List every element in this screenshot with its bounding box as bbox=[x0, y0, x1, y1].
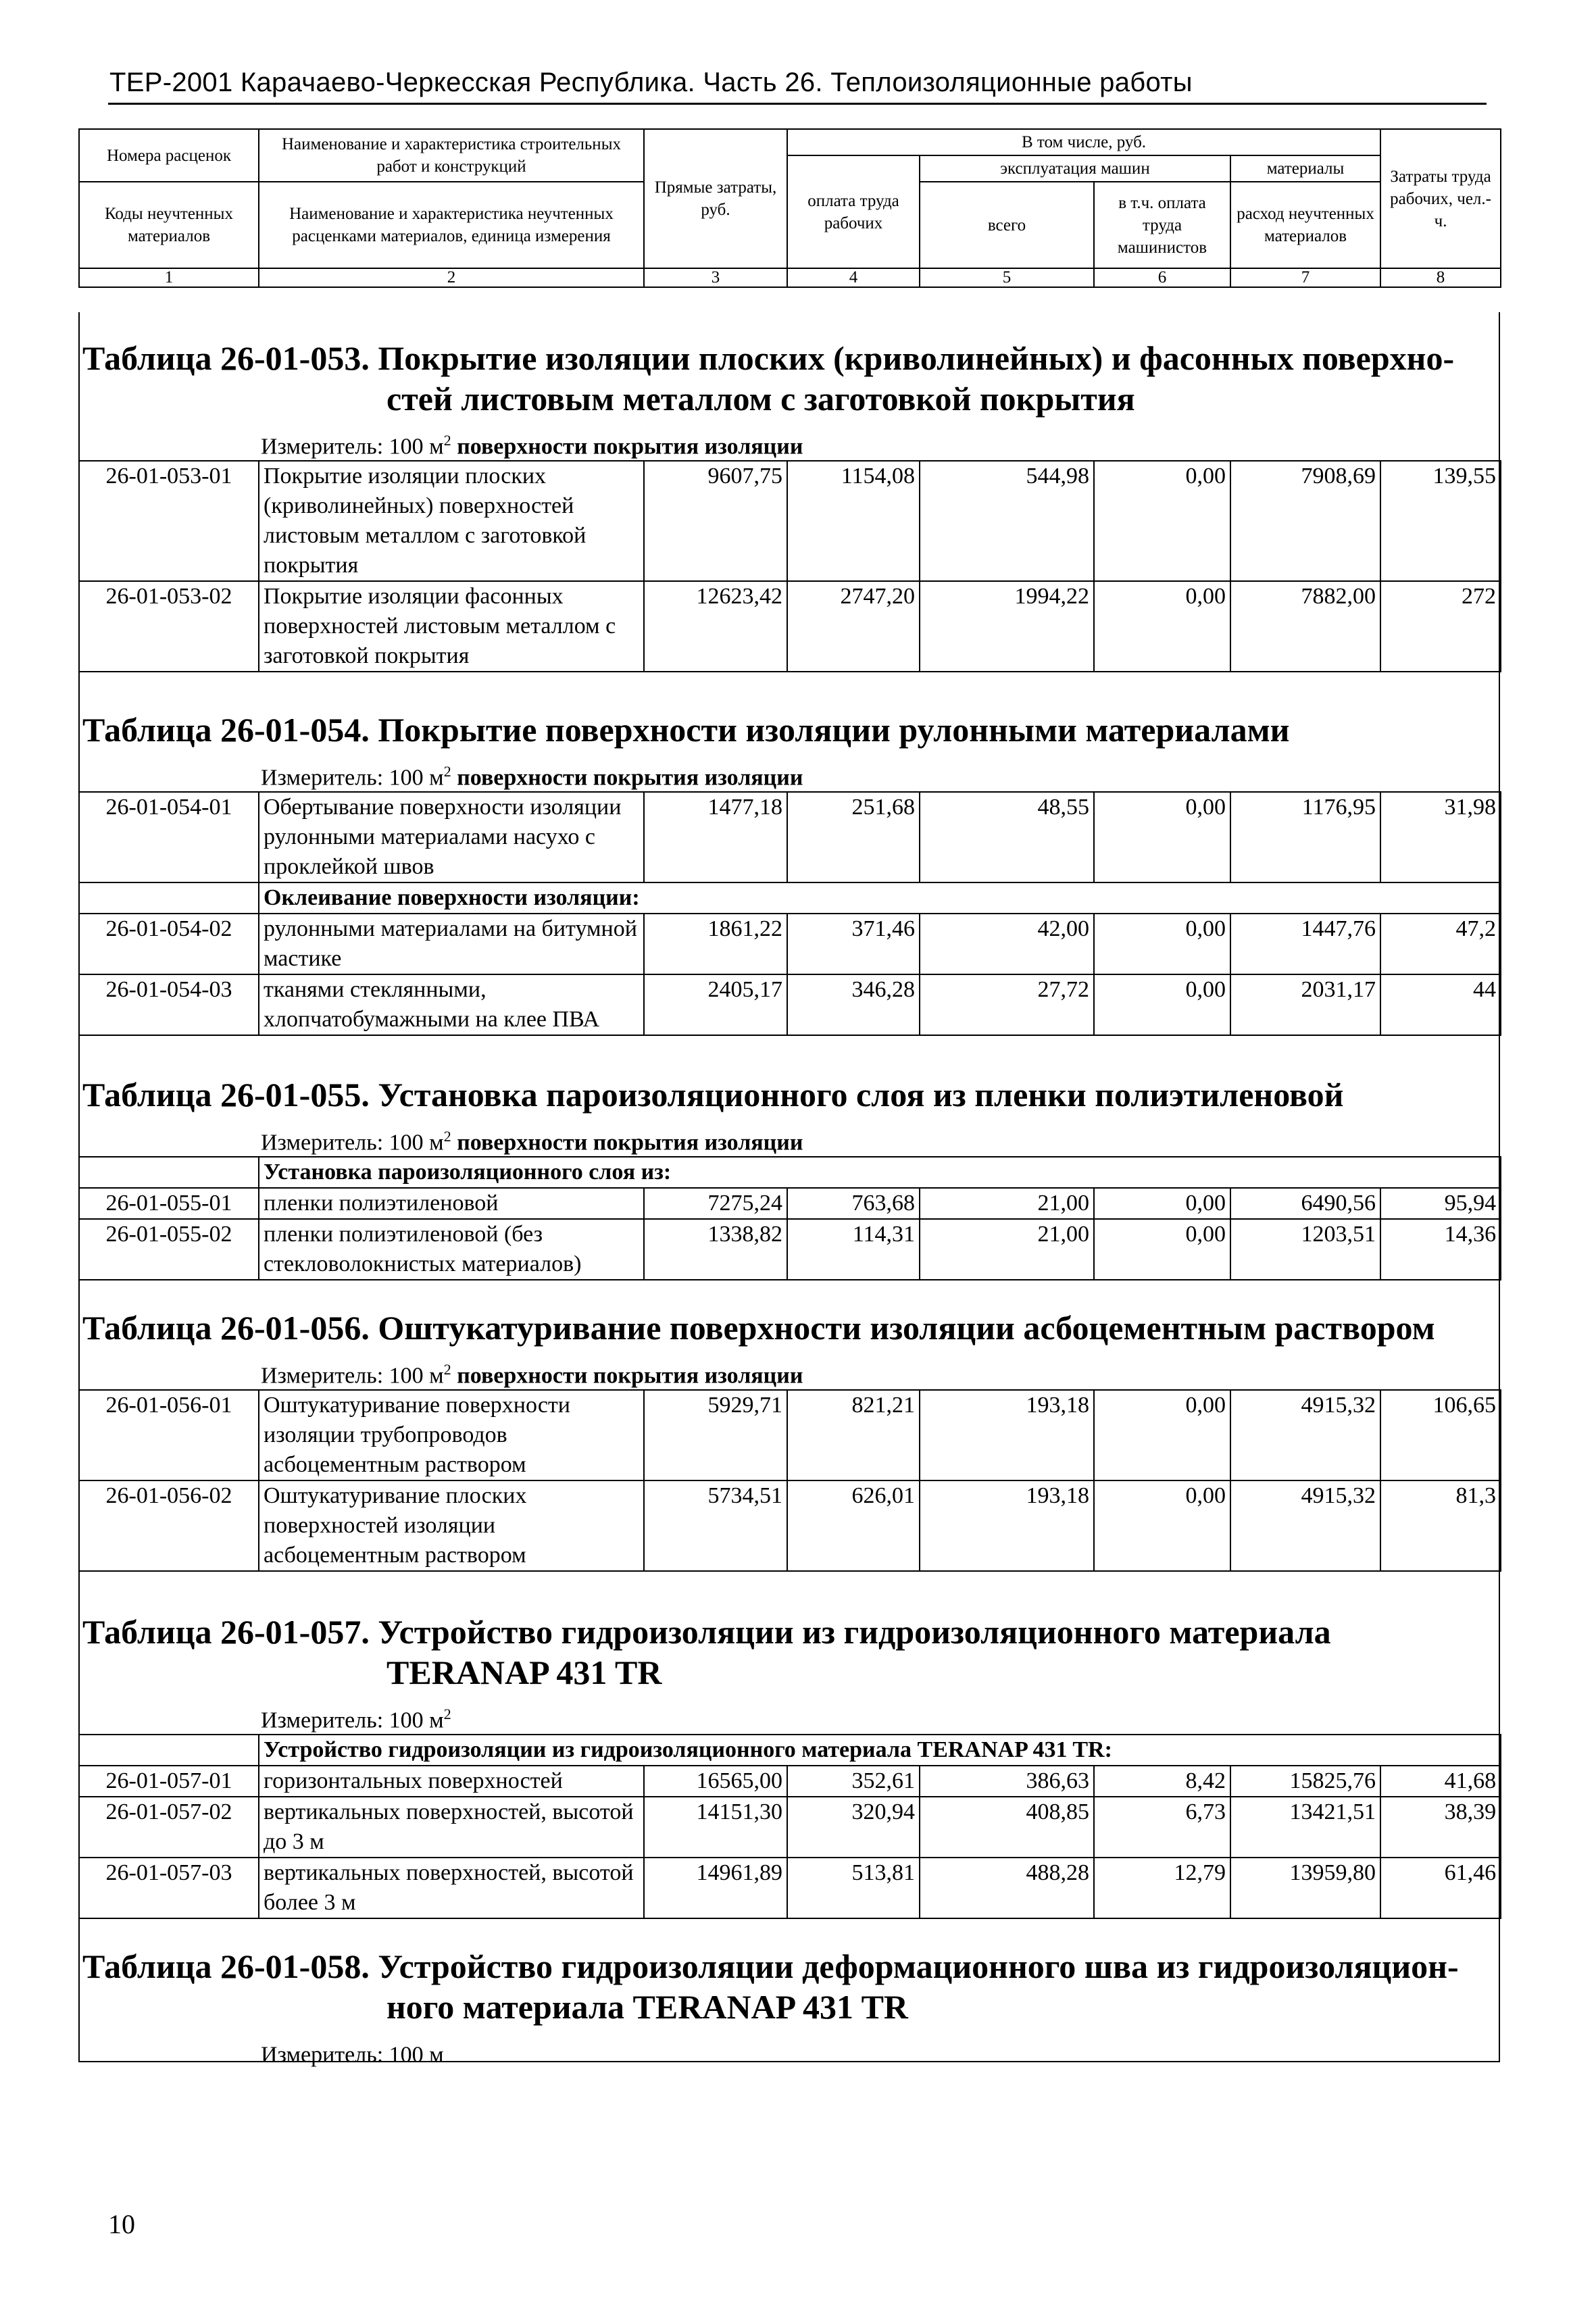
col-name-bottom: Наименование и характеристика неучтенных расценками материалов, единица измерения bbox=[259, 182, 644, 268]
table-title-line1: Таблица 26-01-055. Установка пароизоляционного слоя из пленки полиэтиленовой bbox=[82, 1076, 1344, 1114]
table-row bbox=[79, 581, 1501, 672]
work-name: Покрытие изоляции плоских (криволинейных) поверхностей листовым металлом с заготовкой покрытия bbox=[259, 461, 644, 581]
value-cell-7: 7882,00 bbox=[1230, 581, 1380, 672]
value-cell-4: 371,46 bbox=[787, 914, 920, 974]
code-cell bbox=[79, 1735, 259, 1766]
rate-code: 26-01-054-03 bbox=[79, 974, 259, 1035]
running-head: ТЕР-2001 Карачаево-Черкесская Республика. Часть 26. Теплоизоляционные работы bbox=[109, 68, 1193, 97]
measure-rest: поверхности покрытия изоляции bbox=[451, 1130, 803, 1155]
subheader-cell: Установка пароизоляционного слоя из: bbox=[259, 1157, 1501, 1188]
work-name: пленки полиэтиленовой bbox=[259, 1188, 644, 1219]
measure-prefix: Измеритель: 100 м bbox=[261, 1363, 444, 1389]
table-row bbox=[79, 1858, 1501, 1918]
table-section bbox=[78, 1946, 1500, 2068]
value-cell-8: 14,36 bbox=[1380, 1219, 1501, 1280]
value-cell-6: 12,79 bbox=[1094, 1858, 1230, 1918]
value-cell-8: 38,39 bbox=[1380, 1797, 1501, 1858]
value-cell-5: 27,72 bbox=[920, 974, 1094, 1035]
table-section bbox=[78, 1074, 1500, 1280]
col-including: В том числе, руб. bbox=[787, 129, 1380, 155]
value-cell-5: 48,55 bbox=[920, 792, 1094, 882]
subheader-row bbox=[79, 1157, 1501, 1188]
work-name: Оштукатуривание плоских поверхностей изоляции асбоцементным раствором bbox=[259, 1480, 644, 1571]
measure-sup: 2 bbox=[443, 763, 451, 780]
value-cell-6: 0,00 bbox=[1094, 974, 1230, 1035]
table-title-line1: Таблица 26-01-058. Устройство гидроизоляции деформационного шва из гидроизоляцион- bbox=[82, 1947, 1459, 1985]
value-cell-6: 0,00 bbox=[1094, 461, 1230, 581]
value-cell-6: 0,00 bbox=[1094, 914, 1230, 974]
value-cell-4: 352,61 bbox=[787, 1766, 920, 1797]
measure-unit bbox=[261, 427, 1500, 460]
table-title bbox=[82, 338, 1500, 419]
code-cell bbox=[79, 1157, 259, 1188]
data-table bbox=[78, 1389, 1501, 1572]
rate-code: 26-01-057-02 bbox=[79, 1797, 259, 1858]
measure-prefix: Измеритель: 100 м bbox=[261, 765, 444, 791]
table-title-line1: Таблица 26-01-053. Покрытие изоляции плоских (криволинейных) и фасонных поверхно- bbox=[82, 339, 1455, 377]
data-table bbox=[78, 1734, 1501, 1919]
col-num-8: 8 bbox=[1380, 268, 1501, 287]
value-cell-7: 7908,69 bbox=[1230, 461, 1380, 581]
measure-prefix: Измеритель: 100 м bbox=[261, 1708, 444, 1733]
value-cell-8: 139,55 bbox=[1380, 461, 1501, 581]
subheader-row bbox=[79, 882, 1501, 914]
value-cell-7: 6490,56 bbox=[1230, 1188, 1380, 1219]
rate-code: 26-01-057-03 bbox=[79, 1858, 259, 1918]
table-row bbox=[79, 1188, 1501, 1219]
value-cell-3: 1861,22 bbox=[644, 914, 787, 974]
rate-code: 26-01-056-02 bbox=[79, 1480, 259, 1571]
value-cell-8: 44 bbox=[1380, 974, 1501, 1035]
table-row bbox=[79, 792, 1501, 882]
value-cell-5: 488,28 bbox=[920, 1858, 1094, 1918]
col-materials-sub: расход неучтенных материалов bbox=[1230, 182, 1380, 268]
measure-unit bbox=[261, 1356, 1500, 1389]
value-cell-8: 41,68 bbox=[1380, 1766, 1501, 1797]
value-cell-5: 193,18 bbox=[920, 1480, 1094, 1571]
value-cell-7: 1176,95 bbox=[1230, 792, 1380, 882]
measure-sup: 2 bbox=[443, 1128, 451, 1145]
table-title bbox=[82, 1612, 1500, 1693]
table-row bbox=[79, 974, 1501, 1035]
measure-rest: поверхности покрытия изоляции bbox=[451, 765, 803, 791]
table-row bbox=[79, 1766, 1501, 1797]
subheader-row bbox=[79, 1735, 1501, 1766]
measure-sup: 2 bbox=[443, 432, 451, 449]
measure-rest: поверхности покрытия изоляции bbox=[451, 1363, 803, 1389]
value-cell-6: 0,00 bbox=[1094, 1219, 1230, 1280]
rate-code: 26-01-057-01 bbox=[79, 1766, 259, 1797]
table-row bbox=[79, 1480, 1501, 1571]
work-name: пленки полиэтиленовой (без стекловолокнистых материалов) bbox=[259, 1219, 644, 1280]
value-cell-6: 0,00 bbox=[1094, 1480, 1230, 1571]
work-name: Оштукатуривание поверхности изоляции трубопроводов асбоцементным раствором bbox=[259, 1390, 644, 1480]
col-num-1: 1 bbox=[79, 268, 259, 287]
value-cell-3: 5929,71 bbox=[644, 1390, 787, 1480]
value-cell-5: 1994,22 bbox=[920, 581, 1094, 672]
measure-unit bbox=[261, 758, 1500, 791]
col-num-6: 6 bbox=[1094, 268, 1230, 287]
value-cell-5: 408,85 bbox=[920, 1797, 1094, 1858]
value-cell-3: 14151,30 bbox=[644, 1797, 787, 1858]
value-cell-4: 2747,20 bbox=[787, 581, 920, 672]
table-title-line2: стей листовым металлом с заготовкой покрытия bbox=[386, 380, 1135, 418]
table-title-line1: Таблица 26-01-056. Оштукатуривание поверхности изоляции асбоцементным раствором bbox=[82, 1309, 1435, 1347]
measure-prefix: Измеритель: 100 м bbox=[261, 1130, 444, 1155]
value-cell-4: 346,28 bbox=[787, 974, 920, 1035]
work-name: вертикальных поверхностей, высотой более 3 м bbox=[259, 1858, 644, 1918]
value-cell-7: 15825,76 bbox=[1230, 1766, 1380, 1797]
work-name: тканями стеклянными, хлопчатобумажными на клее ПВА bbox=[259, 974, 644, 1035]
value-cell-3: 16565,00 bbox=[644, 1766, 787, 1797]
value-cell-3: 9607,75 bbox=[644, 461, 787, 581]
value-cell-8: 81,3 bbox=[1380, 1480, 1501, 1571]
measure-rest: поверхности покрытия изоляции bbox=[451, 434, 803, 459]
code-cell bbox=[79, 882, 259, 914]
value-cell-5: 21,00 bbox=[920, 1219, 1094, 1280]
value-cell-3: 1338,82 bbox=[644, 1219, 787, 1280]
rate-code: 26-01-053-01 bbox=[79, 461, 259, 581]
table-title-line1: Таблица 26-01-057. Устройство гидроизоляции из гидроизоляционного материала bbox=[82, 1613, 1331, 1651]
work-name: горизонтальных поверхностей bbox=[259, 1766, 644, 1797]
table-title bbox=[82, 1946, 1500, 2027]
table-section bbox=[78, 338, 1500, 672]
col-num-5: 5 bbox=[920, 268, 1094, 287]
value-cell-8: 95,94 bbox=[1380, 1188, 1501, 1219]
work-name: Покрытие изоляции фасонных поверхностей листовым металлом с заготовкой покрытия bbox=[259, 581, 644, 672]
value-cell-8: 47,2 bbox=[1380, 914, 1501, 974]
value-cell-8: 272 bbox=[1380, 581, 1501, 672]
work-name: вертикальных поверхностей, высотой до 3 м bbox=[259, 1797, 644, 1858]
table-section bbox=[78, 1308, 1500, 1572]
data-table bbox=[78, 460, 1501, 672]
measure-prefix: Измеритель: 100 м bbox=[261, 434, 444, 459]
value-cell-5: 544,98 bbox=[920, 461, 1094, 581]
rate-code: 26-01-054-01 bbox=[79, 792, 259, 882]
value-cell-6: 0,00 bbox=[1094, 1390, 1230, 1480]
table-title-line1: Таблица 26-01-054. Покрытие поверхности изоляции рулонными материалами bbox=[82, 711, 1290, 749]
rate-code: 26-01-055-02 bbox=[79, 1219, 259, 1280]
col-num-4: 4 bbox=[787, 268, 920, 287]
value-cell-7: 1203,51 bbox=[1230, 1219, 1380, 1280]
col-code-bottom: Коды неучтенных материалов bbox=[79, 182, 259, 268]
col-code-top: Номера расценок bbox=[79, 129, 259, 182]
col-num-7: 7 bbox=[1230, 268, 1380, 287]
value-cell-3: 7275,24 bbox=[644, 1188, 787, 1219]
subheader-cell: Устройство гидроизоляции из гидроизоляционного материала TERANAP 431 TR: bbox=[259, 1735, 1501, 1766]
work-name: Обертывание поверхности изоляции рулонными материалами насухо с проклейкой швов bbox=[259, 792, 644, 882]
table-row bbox=[79, 1219, 1501, 1280]
rate-code: 26-01-054-02 bbox=[79, 914, 259, 974]
table-row bbox=[79, 914, 1501, 974]
table-title bbox=[82, 1074, 1500, 1115]
data-table bbox=[78, 1156, 1501, 1280]
value-cell-7: 4915,32 bbox=[1230, 1390, 1380, 1480]
value-cell-7: 2031,17 bbox=[1230, 974, 1380, 1035]
table-title bbox=[82, 1308, 1500, 1348]
value-cell-7: 13959,80 bbox=[1230, 1858, 1380, 1918]
col-direct-costs: Прямые затраты, руб. bbox=[644, 129, 787, 268]
rate-code: 26-01-055-01 bbox=[79, 1188, 259, 1219]
value-cell-5: 42,00 bbox=[920, 914, 1094, 974]
value-cell-7: 4915,32 bbox=[1230, 1480, 1380, 1571]
col-machines-total: всего bbox=[920, 182, 1094, 268]
value-cell-5: 21,00 bbox=[920, 1188, 1094, 1219]
data-table bbox=[78, 791, 1501, 1036]
col-num-3: 3 bbox=[644, 268, 787, 287]
work-name: рулонными материалами на битумной мастике bbox=[259, 914, 644, 974]
page-number: 10 bbox=[108, 2209, 135, 2239]
measure-prefix: Измеритель: 100 м bbox=[261, 2042, 444, 2068]
value-cell-4: 626,01 bbox=[787, 1480, 920, 1571]
value-cell-3: 12623,42 bbox=[644, 581, 787, 672]
value-cell-8: 106,65 bbox=[1380, 1390, 1501, 1480]
value-cell-3: 1477,18 bbox=[644, 792, 787, 882]
value-cell-6: 0,00 bbox=[1094, 581, 1230, 672]
value-cell-4: 114,31 bbox=[787, 1219, 920, 1280]
measure-unit bbox=[261, 2035, 1500, 2068]
table-row bbox=[79, 1390, 1501, 1480]
col-machines: эксплуатация машин bbox=[920, 155, 1230, 182]
table-title-line2: TERANAP 431 TR bbox=[386, 1653, 662, 1691]
value-cell-4: 513,81 bbox=[787, 1858, 920, 1918]
col-num-2: 2 bbox=[259, 268, 644, 287]
value-cell-3: 14961,89 bbox=[644, 1858, 787, 1918]
value-cell-4: 1154,08 bbox=[787, 461, 920, 581]
table-section bbox=[78, 1612, 1500, 1919]
col-name-top: Наименование и характеристика строительных работ и конструкций bbox=[259, 129, 644, 182]
value-cell-6: 0,00 bbox=[1094, 1188, 1230, 1219]
col-labor: Затраты труда рабочих, чел.-ч. bbox=[1380, 129, 1501, 268]
value-cell-4: 763,68 bbox=[787, 1188, 920, 1219]
table-row bbox=[79, 461, 1501, 581]
value-cell-3: 2405,17 bbox=[644, 974, 787, 1035]
value-cell-4: 821,21 bbox=[787, 1390, 920, 1480]
col-machines-wages: в т.ч. оплата труда машинистов bbox=[1094, 182, 1230, 268]
value-cell-8: 31,98 bbox=[1380, 792, 1501, 882]
measure-sup: 2 bbox=[443, 1706, 451, 1722]
measure-unit bbox=[261, 1701, 1500, 1734]
value-cell-4: 320,94 bbox=[787, 1797, 920, 1858]
value-cell-5: 386,63 bbox=[920, 1766, 1094, 1797]
rate-code: 26-01-053-02 bbox=[79, 581, 259, 672]
table-row bbox=[79, 1797, 1501, 1858]
value-cell-4: 251,68 bbox=[787, 792, 920, 882]
value-cell-6: 0,00 bbox=[1094, 792, 1230, 882]
table-title-line2: ного материала TERANAP 431 TR bbox=[386, 1988, 909, 2026]
value-cell-7: 13421,51 bbox=[1230, 1797, 1380, 1858]
value-cell-8: 61,46 bbox=[1380, 1858, 1501, 1918]
col-materials: материалы bbox=[1230, 155, 1380, 182]
header-rule bbox=[108, 103, 1487, 105]
table-title bbox=[82, 710, 1500, 750]
value-cell-7: 1447,76 bbox=[1230, 914, 1380, 974]
table-section bbox=[78, 710, 1500, 1036]
measure-sup: 2 bbox=[443, 1361, 451, 1378]
column-header-table bbox=[78, 128, 1501, 288]
value-cell-5: 193,18 bbox=[920, 1390, 1094, 1480]
value-cell-6: 6,73 bbox=[1094, 1797, 1230, 1858]
subheader-cell: Оклеивание поверхности изоляции: bbox=[259, 882, 1501, 914]
value-cell-3: 5734,51 bbox=[644, 1480, 787, 1571]
col-wages: оплата труда рабочих bbox=[787, 155, 920, 268]
measure-unit bbox=[261, 1123, 1500, 1156]
value-cell-6: 8,42 bbox=[1094, 1766, 1230, 1797]
rate-code: 26-01-056-01 bbox=[79, 1390, 259, 1480]
